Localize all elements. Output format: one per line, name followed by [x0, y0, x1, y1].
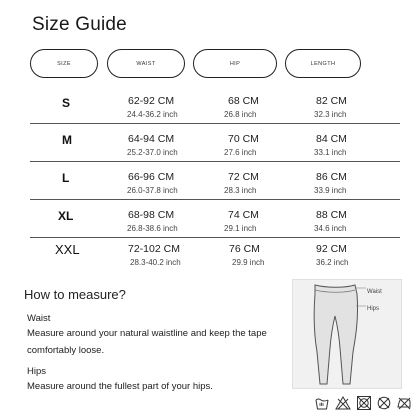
measure-title: How to measure? — [24, 287, 126, 302]
row-divider — [30, 237, 400, 238]
hip-inch: 28.3 inch — [224, 186, 257, 195]
do-not-dry-clean-icon — [376, 395, 392, 411]
waist-inch: 28.3-40.2 inch — [130, 258, 181, 267]
size-cell: S — [62, 96, 71, 110]
table-row — [0, 240, 416, 284]
length-cm: 82 CM — [316, 95, 347, 107]
header-size: SIZE — [30, 49, 98, 78]
leggings-figure — [292, 279, 402, 389]
length-inch: 33.9 inch — [314, 186, 347, 195]
length-cm: 86 CM — [316, 171, 347, 183]
waist-cm: 66-96 CM — [128, 171, 175, 183]
waist-instructions: Measure around your natural waistline and keep the tape comfortably loose. — [27, 328, 267, 356]
hand-wash-icon — [314, 395, 330, 411]
leggings-illustration — [293, 280, 403, 390]
waist-inch: 26.8-38.6 inch — [127, 224, 178, 233]
figure-hips-label: Hips — [367, 306, 380, 312]
length-inch: 34.6 inch — [314, 224, 347, 233]
hip-inch: 27.6 inch — [224, 148, 257, 157]
waist-cm: 62-92 CM — [128, 95, 175, 107]
row-divider — [30, 123, 400, 124]
length-cm: 88 CM — [316, 209, 347, 221]
header-waist: WAIST — [107, 49, 185, 78]
hips-subtitle: Hips — [27, 366, 47, 377]
row-divider — [30, 199, 400, 200]
hip-cm: 70 CM — [228, 133, 259, 145]
size-cell: M — [62, 133, 72, 147]
size-cell: L — [62, 171, 70, 185]
length-cm: 92 CM — [316, 243, 347, 255]
length-cm: 84 CM — [316, 133, 347, 145]
waist-inch: 24.4-36.2 inch — [127, 110, 178, 119]
waist-cm: 72-102 CM — [128, 243, 180, 255]
waist-subtitle: Waist — [27, 313, 51, 324]
waist-inch: 26.0-37.8 inch — [127, 186, 178, 195]
do-not-tumble-dry-icon — [356, 395, 372, 411]
figure-waist-label: Waist — [367, 289, 382, 295]
size-cell: XXL — [55, 242, 80, 257]
length-inch: 36.2 inch — [316, 258, 349, 267]
hips-instructions: Measure around the fullest part of your hips. — [27, 381, 213, 392]
hip-inch: 29.1 inch — [224, 224, 257, 233]
hip-cm: 76 CM — [229, 243, 260, 255]
length-inch: 33.1 inch — [314, 148, 347, 157]
hip-cm: 72 CM — [228, 171, 259, 183]
do-not-bleach-icon — [335, 395, 351, 411]
hip-cm: 68 CM — [228, 95, 259, 107]
hip-inch: 29.9 inch — [232, 258, 265, 267]
hip-cm: 74 CM — [228, 209, 259, 221]
waist-cm: 64-94 CM — [128, 133, 175, 145]
row-divider — [30, 161, 400, 162]
length-inch: 32.3 inch — [314, 110, 347, 119]
waist-cm: 68-98 CM — [128, 209, 175, 221]
header-hip: HIP — [193, 49, 277, 78]
page-title: Size Guide — [32, 14, 127, 35]
hip-inch: 26.8 inch — [224, 110, 257, 119]
header-length: LENGTH — [285, 49, 361, 78]
waist-inch: 25.2-37.0 inch — [127, 148, 178, 157]
do-not-iron-icon — [396, 395, 412, 411]
size-cell: XL — [58, 209, 74, 223]
